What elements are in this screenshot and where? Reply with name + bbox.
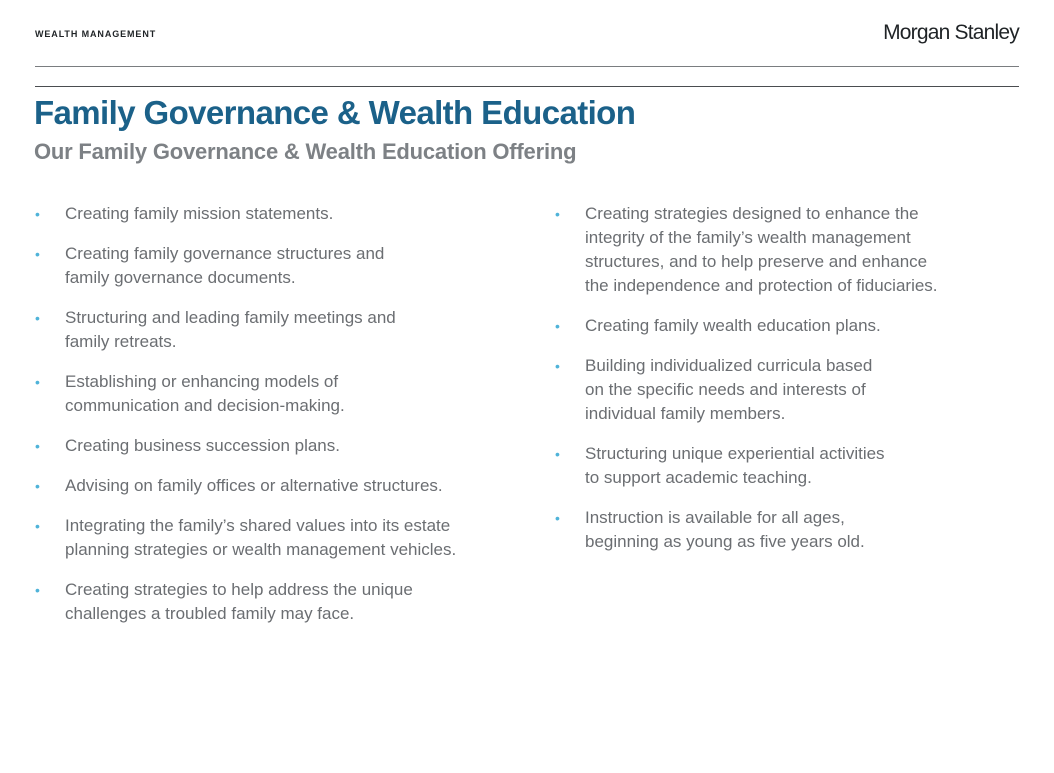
header-divider-bottom <box>35 86 1019 87</box>
header-section-label: WEALTH MANAGEMENT <box>35 29 157 39</box>
bullet-icon: • <box>35 438 40 454</box>
bullet-icon: • <box>555 206 560 222</box>
list-item <box>555 506 1025 554</box>
list-item-text: Structuring unique experiential activities to support academic teaching. <box>585 444 885 487</box>
morgan-stanley-logo: Morgan Stanley <box>883 21 1019 44</box>
list-item-text: Structuring and leading family meetings and family retreats. <box>65 308 396 351</box>
list-item-text: Instruction is available for all ages, beginning as young as five years old. <box>585 508 865 551</box>
list-item-text: Creating strategies to help address the unique challenges a troubled family may face. <box>65 580 413 623</box>
list-item <box>35 242 515 290</box>
left-bullet-list <box>35 202 515 642</box>
bullet-icon: • <box>35 478 40 494</box>
list-item-text: Advising on family offices or alternative structures. <box>65 476 443 495</box>
list-item <box>555 202 1025 298</box>
right-bullet-list <box>555 202 1025 570</box>
page-subtitle: Our Family Governance & Wealth Education Offering <box>34 139 577 164</box>
list-item <box>35 514 515 562</box>
bullet-icon: • <box>35 582 40 598</box>
list-item <box>555 354 1025 426</box>
list-item <box>35 474 515 498</box>
list-item-text: Creating family wealth education plans. <box>585 316 881 335</box>
list-item-text: Creating family mission statements. <box>65 204 334 223</box>
bullet-icon: • <box>35 374 40 390</box>
bullet-icon: • <box>35 206 40 222</box>
list-item-text: Building individualized curricula based on the specific needs and interests of individual family members. <box>585 356 873 423</box>
list-item <box>35 306 515 354</box>
bullet-icon: • <box>555 358 560 374</box>
list-item-text: Creating strategies designed to enhance the integrity of the family’s wealth management structures, and to help preserve and enhance the independence and protection of fiduciaries. <box>585 204 938 295</box>
list-item-text: Establishing or enhancing models of communication and decision-making. <box>65 372 345 415</box>
bullet-icon: • <box>555 510 560 526</box>
list-item-text: Integrating the family’s shared values into its estate planning strategies or wealth management vehicles. <box>65 516 457 559</box>
bullet-icon: • <box>35 518 40 534</box>
bullet-icon: • <box>555 318 560 334</box>
page-title: Family Governance & Wealth Education <box>34 94 636 131</box>
list-item <box>555 442 1025 490</box>
list-item <box>35 202 515 226</box>
list-item-text: Creating family governance structures and family governance documents. <box>65 244 385 287</box>
list-item <box>35 434 515 458</box>
list-item <box>35 370 515 418</box>
bullet-icon: • <box>555 446 560 462</box>
bullet-icon: • <box>35 310 40 326</box>
list-item-text: Creating business succession plans. <box>65 436 340 455</box>
bullet-icon: • <box>35 246 40 262</box>
list-item <box>555 314 1025 338</box>
list-item <box>35 578 515 626</box>
header-divider-top <box>35 66 1019 67</box>
